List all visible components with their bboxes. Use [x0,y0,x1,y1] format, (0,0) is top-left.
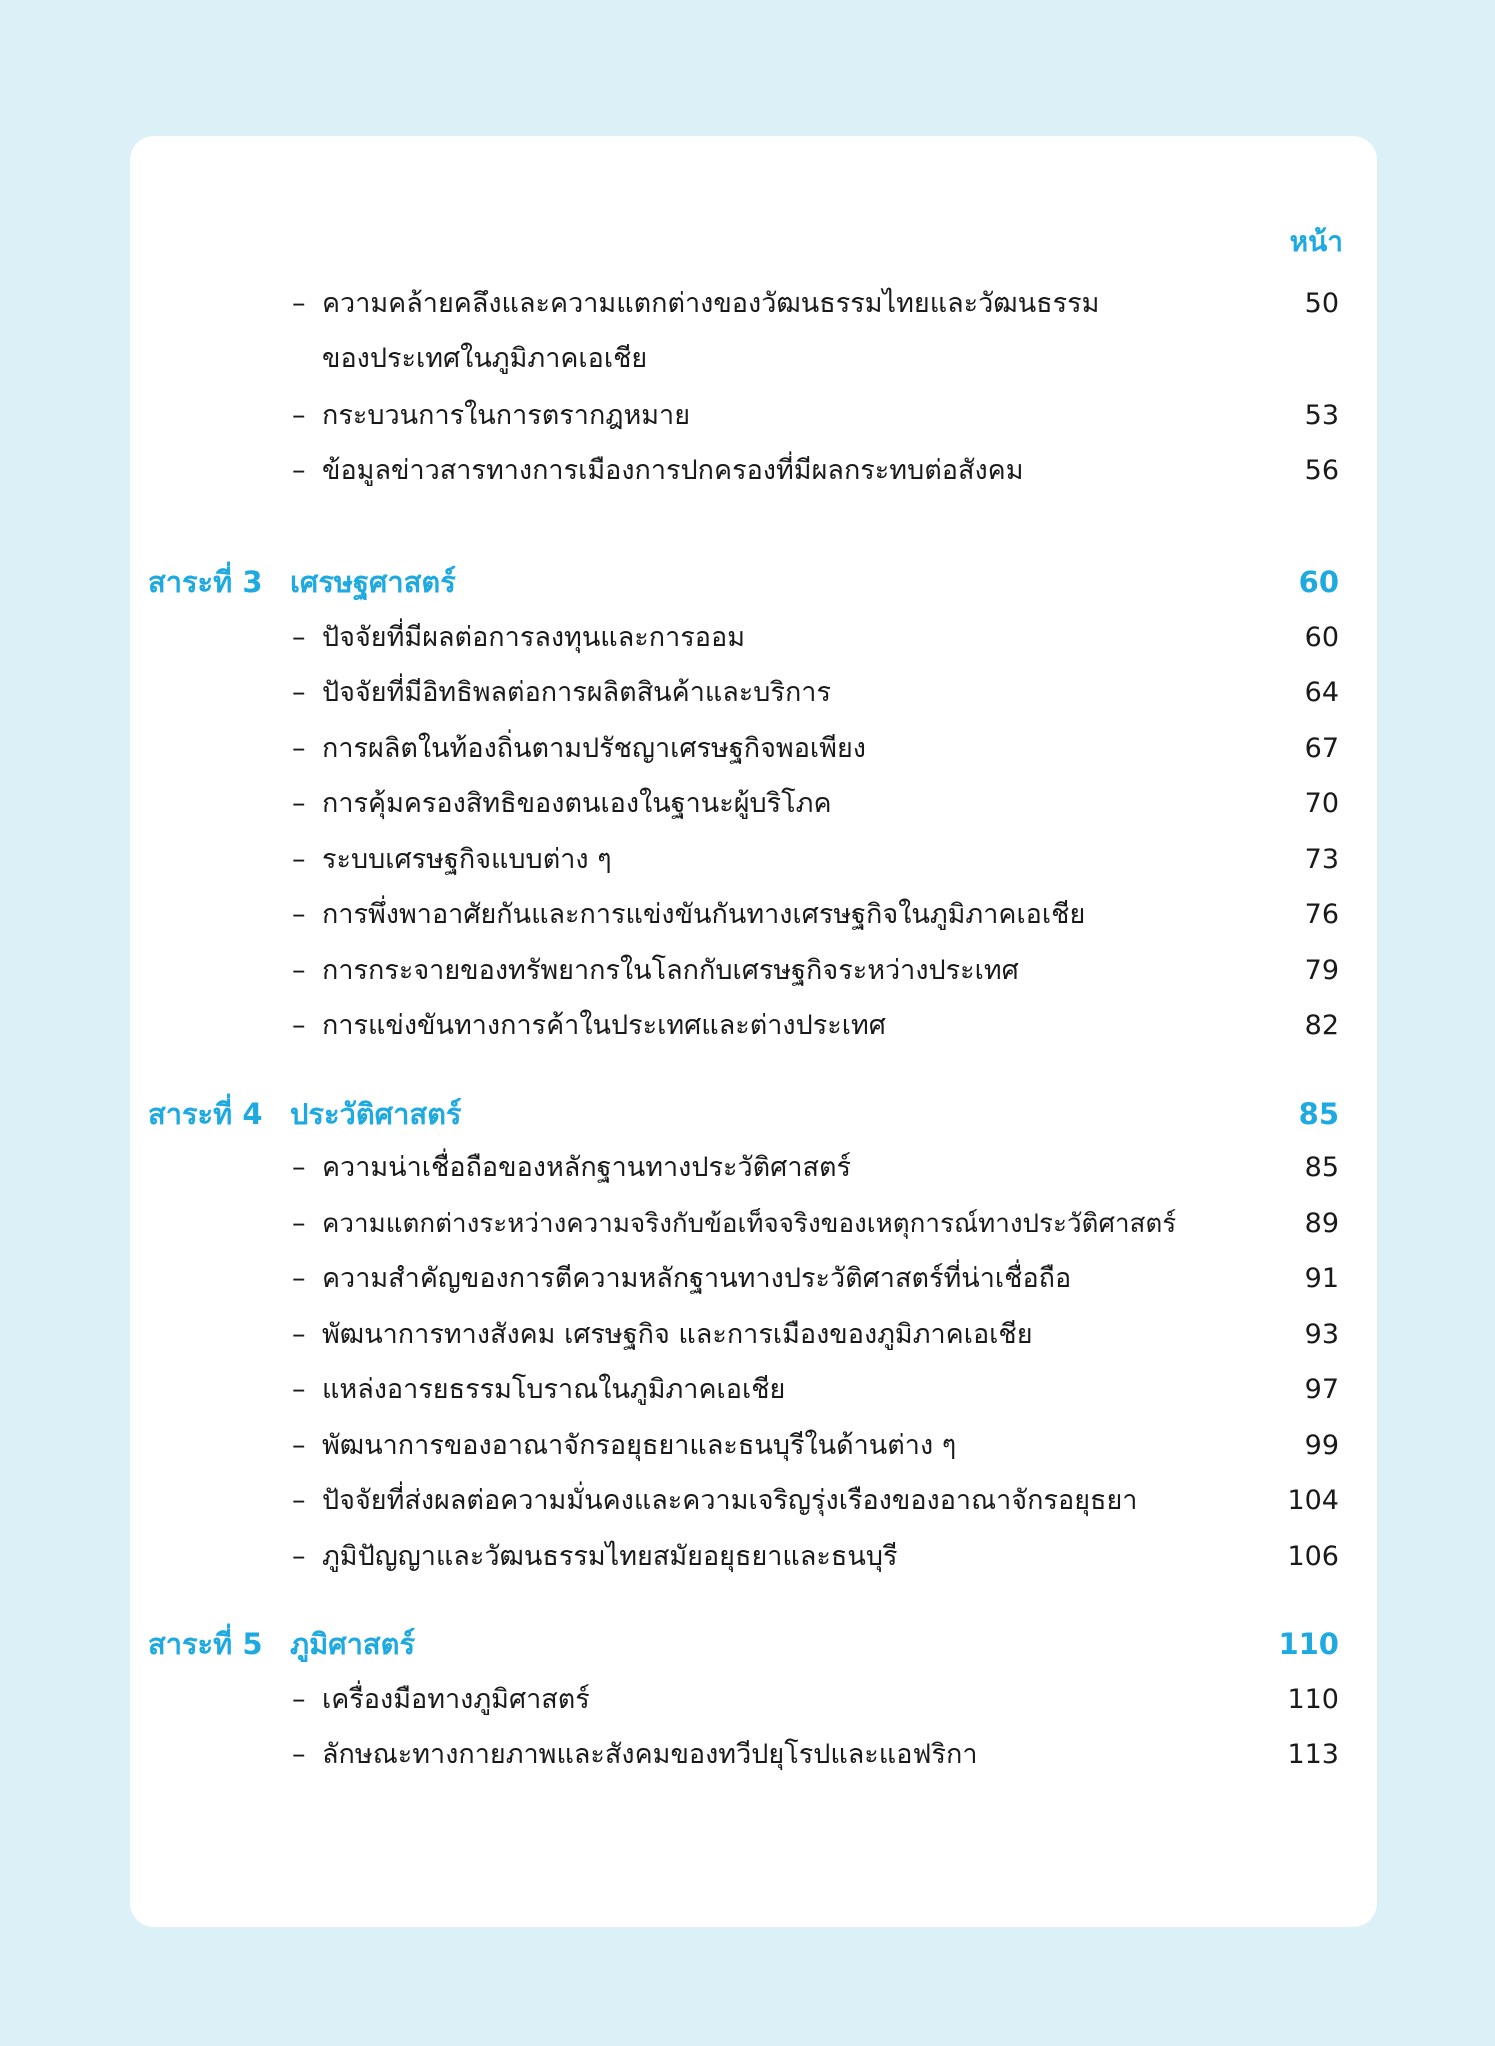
entry-text: แหล่งอารยธรรมโบราณในภูมิภาคเอเชีย [322,1374,786,1405]
entry-page: 73 [1304,844,1339,875]
entry-text: ความน่าเชื่อถือของหลักฐานทางประวัติศาสตร์ [322,1152,851,1183]
entry-page: 79 [1304,955,1339,986]
entry-text: ระบบเศรษฐกิจแบบต่าง ๆ [322,844,612,875]
entry-page: 53 [1304,400,1339,431]
toc-entry[interactable] [130,943,1377,999]
section-page: 60 [1298,565,1339,599]
section-heading[interactable] [130,554,1377,610]
entry-page: 104 [1287,1485,1339,1516]
toc-entry[interactable] [130,776,1377,832]
toc-entry[interactable] [130,832,1377,888]
toc-entry[interactable] [130,1362,1377,1418]
section-label: สาระที่ 3 [148,565,263,599]
section-label: สาระที่ 5 [148,1627,263,1661]
entry-text: พัฒนาการของอาณาจักรอยุธยาและธนบุรีในด้านต่าง ๆ [322,1430,957,1461]
entry-page: 67 [1304,733,1339,764]
entry-text: ภูมิปัญญาและวัฒนธรรมไทยสมัยอยุธยาและธนบุรี [322,1541,898,1572]
bullet-dash: – [292,400,306,431]
toc-entry[interactable] [130,1140,1377,1196]
entry-page: 85 [1304,1152,1339,1183]
entry-page: 110 [1287,1684,1339,1715]
toc-entry[interactable] [130,721,1377,777]
entry-text: การคุ้มครองสิทธิของตนเองในฐานะผู้บริโภค [322,788,832,819]
entry-page: 50 [1304,288,1339,319]
toc-entry[interactable] [130,998,1377,1054]
entry-page: 89 [1304,1208,1339,1239]
bullet-dash: – [292,1152,306,1183]
entry-text: ข้อมูลข่าวสารทางการเมืองการปกครองที่มีผลกระทบต่อสังคม [322,455,1024,486]
section-title: ประวัติศาสตร์ [290,1097,462,1131]
toc-entry[interactable] [130,1307,1377,1363]
toc-entry[interactable] [130,276,1377,374]
toc-entry[interactable] [130,1251,1377,1307]
toc-card [130,136,1377,1927]
entry-text: เครื่องมือทางภูมิศาสตร์ [322,1684,590,1715]
bullet-dash: – [292,455,306,486]
section-heading[interactable] [130,1086,1377,1142]
entry-page: 64 [1304,677,1339,708]
entry-text: ลักษณะทางกายภาพและสังคมของทวีปยุโรปและแอฟริกา [322,1739,978,1770]
section-label: สาระที่ 4 [148,1097,263,1131]
bullet-dash: – [292,1319,306,1350]
page-column-header: หน้า [1289,225,1343,258]
bullet-dash: – [292,1010,306,1041]
section-heading[interactable] [130,1616,1377,1672]
bullet-dash: – [292,733,306,764]
entry-text: ปัจจัยที่ส่งผลต่อความมั่นคงและความเจริญรุ่งเรืองของอาณาจักรอยุธยา [322,1485,1138,1516]
bullet-dash: – [292,1684,306,1715]
entry-page: 113 [1287,1739,1339,1770]
toc-entry[interactable] [130,1418,1377,1474]
bullet-dash: – [292,844,306,875]
entry-text: การแข่งขันทางการค้าในประเทศและต่างประเทศ [322,1010,886,1041]
entry-page: 97 [1304,1374,1339,1405]
toc-entry[interactable] [130,1672,1377,1728]
entry-text: การกระจายของทรัพยากรในโลกกับเศรษฐกิจระหว่างประเทศ [322,955,1019,986]
toc-entry[interactable] [130,1727,1377,1783]
entry-text: ความคล้ายคลึงและความแตกต่างของวัฒนธรรมไทยและวัฒนธรรม [322,288,1100,319]
toc-entry[interactable] [130,887,1377,943]
bullet-dash: – [292,288,306,319]
section-page: 110 [1278,1627,1339,1661]
bullet-dash: – [292,1485,306,1516]
bullet-dash: – [292,899,306,930]
entry-text: การผลิตในท้องถิ่นตามปรัชญาเศรษฐกิจพอเพียง [322,733,866,764]
entry-text: ปัจจัยที่มีอิทธิพลต่อการผลิตสินค้าและบริการ [322,677,831,708]
entry-page: 60 [1304,622,1339,653]
bullet-dash: – [292,1739,306,1770]
entry-text: ความแตกต่างระหว่างความจริงกับข้อเท็จจริงของเหตุการณ์ทางประวัติศาสตร์ [322,1209,1177,1239]
toc-entry[interactable] [130,443,1377,499]
entry-page: 91 [1304,1263,1339,1294]
bullet-dash: – [292,955,306,986]
entry-text-continued: ของประเทศในภูมิภาคเอเชีย [322,343,648,374]
entry-text: ความสำคัญของการตีความหลักฐานทางประวัติศาสตร์ที่น่าเชื่อถือ [322,1263,1072,1294]
bullet-dash: – [292,1208,306,1239]
section-title: ภูมิศาสตร์ [290,1627,416,1661]
entry-page: 82 [1304,1010,1339,1041]
section-page: 85 [1298,1097,1339,1131]
entry-page: 99 [1304,1430,1339,1461]
bullet-dash: – [292,677,306,708]
bullet-dash: – [292,1541,306,1572]
bullet-dash: – [292,1374,306,1405]
entry-page: 106 [1287,1541,1339,1572]
toc-entry[interactable] [130,388,1377,444]
toc-entry[interactable] [130,665,1377,721]
entry-text: พัฒนาการทางสังคม เศรษฐกิจ และการเมืองของภูมิภาคเอเชีย [322,1319,1033,1350]
toc-entry[interactable] [130,610,1377,666]
bullet-dash: – [292,622,306,653]
bullet-dash: – [292,788,306,819]
toc-entry[interactable] [130,1473,1377,1529]
entry-text: ปัจจัยที่มีผลต่อการลงทุนและการออม [322,622,745,653]
bullet-dash: – [292,1430,306,1461]
toc-entry[interactable] [130,1196,1377,1252]
entry-text: กระบวนการในการตรากฎหมาย [322,400,691,431]
entry-page: 70 [1304,788,1339,819]
entry-page: 56 [1304,455,1339,486]
entry-page: 76 [1304,899,1339,930]
entry-text: การพึ่งพาอาศัยกันและการแข่งขันกันทางเศรษฐกิจในภูมิภาคเอเชีย [322,899,1086,930]
entry-page: 93 [1304,1319,1339,1350]
section-title: เศรษฐศาสตร์ [290,565,456,599]
bullet-dash: – [292,1263,306,1294]
toc-entry[interactable] [130,1529,1377,1585]
